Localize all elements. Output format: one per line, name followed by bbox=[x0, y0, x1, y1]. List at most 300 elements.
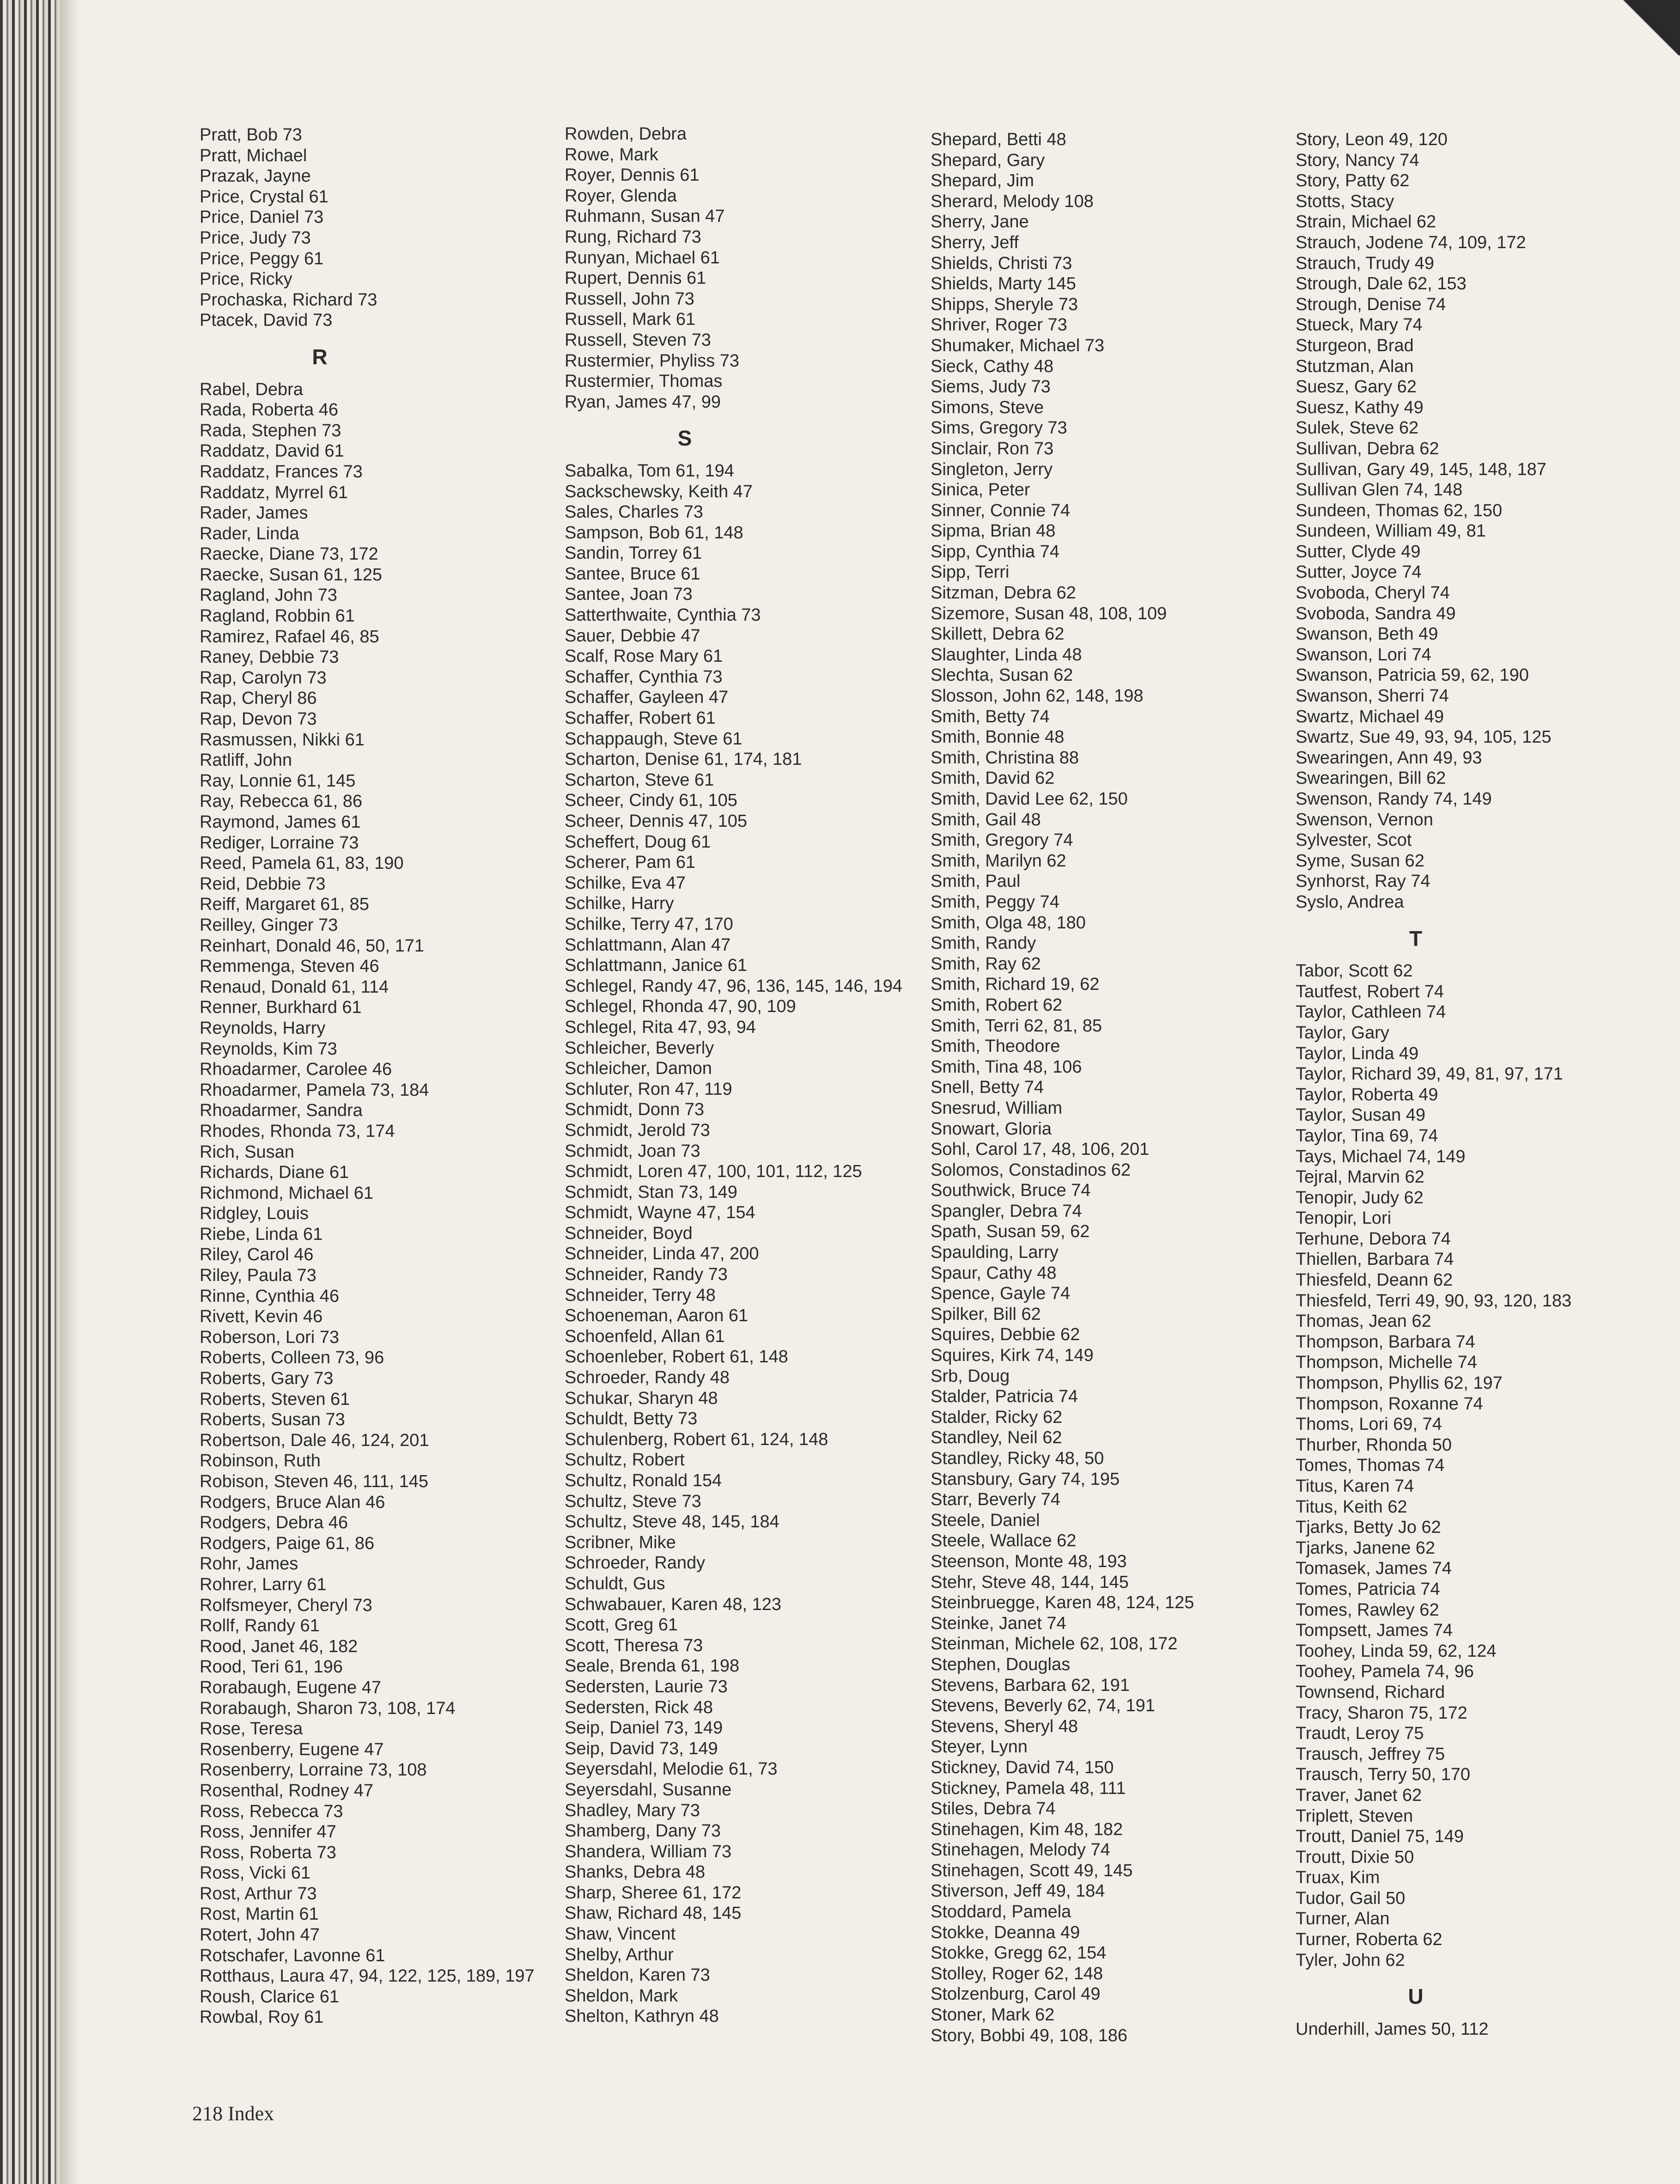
index-entry: Story, Bobbi 49, 108, 186 bbox=[931, 2025, 1128, 2045]
index-entry: Rohrer, Larry 61 bbox=[200, 1574, 327, 1594]
index-entry: Thurber, Rhonda 50 bbox=[1296, 1435, 1452, 1455]
index-entry: Ragland, Robbin 61 bbox=[200, 606, 355, 626]
index-entry: Steinman, Michele 62, 108, 172 bbox=[931, 1634, 1178, 1654]
scan-corner bbox=[1611, 0, 1680, 55]
index-entry: Riebe, Linda 61 bbox=[200, 1224, 323, 1244]
index-entry: Rorabaugh, Eugene 47 bbox=[200, 1678, 381, 1697]
index-entry: Reilley, Ginger 73 bbox=[200, 915, 338, 935]
index-entry: Sturgeon, Brad bbox=[1296, 336, 1414, 355]
index-entry: Steele, Wallace 62 bbox=[931, 1531, 1077, 1551]
index-entry: Shepard, Gary bbox=[931, 150, 1045, 170]
index-entry: Southwick, Bruce 74 bbox=[931, 1181, 1091, 1201]
index-entry: Strain, Michael 62 bbox=[1296, 212, 1437, 232]
index-entry: Stalder, Ricky 62 bbox=[931, 1407, 1063, 1427]
index-entry: Triplett, Steven bbox=[1296, 1806, 1413, 1826]
index-entry: Underhill, James 50, 112 bbox=[1296, 2019, 1489, 2039]
index-entry: Ross, Vicki 61 bbox=[200, 1863, 311, 1883]
index-entry: Schlattmann, Janice 61 bbox=[565, 956, 748, 976]
binding-shadow bbox=[60, 0, 79, 2184]
index-entry: Price, Judy 73 bbox=[200, 228, 311, 248]
index-entry: Schmidt, Donn 73 bbox=[565, 1100, 705, 1120]
index-entry: Toohey, Pamela 74, 96 bbox=[1296, 1662, 1474, 1682]
index-entry: Rowe, Mark bbox=[565, 145, 658, 165]
index-entry: Sauer, Debbie 47 bbox=[565, 626, 700, 646]
index-entry: Taylor, Linda 49 bbox=[1296, 1043, 1419, 1063]
index-entry: Schwabauer, Karen 48, 123 bbox=[565, 1594, 782, 1614]
index-entry: Santee, Joan 73 bbox=[565, 585, 693, 604]
index-entry: Steele, Daniel bbox=[931, 1510, 1040, 1530]
index-entry: Traudt, Leroy 75 bbox=[1296, 1724, 1424, 1744]
index-entry: Rap, Carolyn 73 bbox=[200, 668, 327, 688]
index-entry: Taylor, Gary bbox=[1296, 1023, 1389, 1043]
index-entry: Shadley, Mary 73 bbox=[565, 1800, 700, 1820]
index-entry: Rasmussen, Nikki 61 bbox=[200, 730, 365, 750]
index-entry: Rhoadarmer, Pamela 73, 184 bbox=[200, 1080, 429, 1100]
index-entry: Syme, Susan 62 bbox=[1296, 851, 1424, 871]
index-entry: Snell, Betty 74 bbox=[931, 1078, 1044, 1098]
index-entry: Swanson, Sherri 74 bbox=[1296, 686, 1449, 706]
index-entry: Sundeen, Thomas 62, 150 bbox=[1296, 500, 1503, 520]
index-entry: Schoenfeld, Allan 61 bbox=[565, 1326, 725, 1346]
index-entry: Roberts, Colleen 73, 96 bbox=[200, 1348, 384, 1368]
index-entry: Steinke, Janet 74 bbox=[931, 1613, 1066, 1633]
index-entry: Slaughter, Linda 48 bbox=[931, 645, 1082, 665]
index-entry: Stevens, Sheryl 48 bbox=[931, 1716, 1078, 1736]
index-entry: Trausch, Jeffrey 75 bbox=[1296, 1744, 1445, 1764]
index-entry: Schultz, Steve 73 bbox=[565, 1491, 701, 1511]
index-entry: Reed, Pamela 61, 83, 190 bbox=[200, 854, 404, 873]
index-entry: Thompson, Michelle 74 bbox=[1296, 1353, 1477, 1373]
index-entry: Spaulding, Larry bbox=[931, 1243, 1059, 1263]
index-entry: Smith, Gail 48 bbox=[931, 810, 1041, 830]
index-entry: Scott, Theresa 73 bbox=[565, 1635, 703, 1655]
index-entry: Robertson, Dale 46, 124, 201 bbox=[200, 1430, 429, 1450]
index-entry: Thomas, Jean 62 bbox=[1296, 1312, 1431, 1331]
index-entry: Shanks, Debra 48 bbox=[565, 1862, 706, 1882]
index-entry: Schappaugh, Steve 61 bbox=[565, 729, 743, 749]
index-entry: Rose, Teresa bbox=[200, 1719, 303, 1739]
index-entry: Stokke, Gregg 62, 154 bbox=[931, 1943, 1107, 1963]
index-entry: Stansbury, Gary 74, 195 bbox=[931, 1469, 1120, 1489]
index-entry: Thompson, Barbara 74 bbox=[1296, 1332, 1475, 1352]
index-entry: Schaffer, Robert 61 bbox=[565, 708, 716, 728]
index-entry: Richmond, Michael 61 bbox=[200, 1183, 373, 1203]
index-entry: Reiff, Margaret 61, 85 bbox=[200, 895, 369, 915]
index-entry: Slosson, John 62, 148, 198 bbox=[931, 686, 1144, 706]
index-entry: Tays, Michael 74, 149 bbox=[1296, 1147, 1466, 1166]
index-entry: Schlegel, Rita 47, 93, 94 bbox=[565, 1017, 756, 1037]
index-entry: Titus, Karen 74 bbox=[1296, 1476, 1414, 1496]
index-entry: Santee, Bruce 61 bbox=[565, 564, 700, 584]
index-entry: Tautfest, Robert 74 bbox=[1296, 982, 1444, 1001]
index-entry: Rotert, John 47 bbox=[200, 1925, 320, 1945]
index-entry: Scheer, Cindy 61, 105 bbox=[565, 791, 737, 811]
index-entry: Suesz, Gary 62 bbox=[1296, 377, 1417, 397]
index-entry: Rap, Devon 73 bbox=[200, 709, 317, 729]
index-entry: Rada, Roberta 46 bbox=[200, 400, 338, 420]
index-entry: Rodgers, Bruce Alan 46 bbox=[200, 1492, 385, 1512]
index-entry: Stephen, Douglas bbox=[931, 1654, 1071, 1674]
index-entry: Toohey, Linda 59, 62, 124 bbox=[1296, 1641, 1497, 1661]
index-entry: Sedersten, Laurie 73 bbox=[565, 1677, 728, 1696]
index-entry: Raymond, James 61 bbox=[200, 812, 361, 832]
index-entry: Russell, Mark 61 bbox=[565, 310, 695, 329]
index-entry: Ray, Lonnie 61, 145 bbox=[200, 771, 356, 791]
index-entry: Royer, Glenda bbox=[565, 186, 677, 206]
index-entry: Sales, Charles 73 bbox=[565, 502, 703, 522]
index-entry: Rotthaus, Laura 47, 94, 122, 125, 189, 197 bbox=[200, 1966, 535, 1986]
index-entry: Smith, Randy bbox=[931, 933, 1036, 953]
index-entry: Thiellen, Barbara 74 bbox=[1296, 1250, 1454, 1269]
index-entry: Ragland, John 73 bbox=[200, 586, 337, 605]
index-entry: Snesrud, William bbox=[931, 1098, 1063, 1118]
index-entry: Schluter, Ron 47, 119 bbox=[565, 1079, 732, 1099]
section-letter: S bbox=[677, 426, 692, 451]
index-entry: Story, Patty 62 bbox=[1296, 171, 1410, 191]
index-entry: Rader, James bbox=[200, 503, 308, 523]
index-entry: Ptacek, David 73 bbox=[200, 311, 333, 330]
index-entry: Spangler, Debra 74 bbox=[931, 1201, 1082, 1221]
index-entry: Ryan, James 47, 99 bbox=[565, 392, 721, 412]
index-entry: Strough, Denise 74 bbox=[1296, 294, 1446, 314]
index-entry: Ridgley, Louis bbox=[200, 1204, 309, 1224]
index-entry: Rowbal, Roy 61 bbox=[200, 2007, 324, 2027]
index-entry: Stokke, Deanna 49 bbox=[931, 1922, 1080, 1942]
index-entry: Siems, Judy 73 bbox=[931, 377, 1051, 397]
index-entry: Rotschafer, Lavonne 61 bbox=[200, 1946, 385, 1965]
index-entry: Swartz, Sue 49, 93, 94, 105, 125 bbox=[1296, 727, 1552, 747]
index-entry: Price, Daniel 73 bbox=[200, 207, 324, 227]
index-entry: Rivett, Kevin 46 bbox=[200, 1307, 323, 1327]
index-entry: Steyer, Lynn bbox=[931, 1737, 1028, 1757]
index-entry: Schmidt, Joan 73 bbox=[565, 1141, 700, 1161]
index-entry: Sheldon, Karen 73 bbox=[565, 1965, 710, 1985]
index-entry: Rupert, Dennis 61 bbox=[565, 268, 706, 288]
index-entry: Riley, Paula 73 bbox=[200, 1266, 317, 1286]
index-entry: Scherer, Pam 61 bbox=[565, 853, 696, 872]
index-entry: Syslo, Andrea bbox=[1296, 892, 1404, 912]
index-entry: Stickney, David 74, 150 bbox=[931, 1757, 1114, 1777]
index-entry: Prochaska, Richard 73 bbox=[200, 290, 377, 310]
index-entry: Rosenberry, Lorraine 73, 108 bbox=[200, 1760, 427, 1780]
index-entry: Schleicher, Damon bbox=[565, 1059, 712, 1079]
index-entry: Sizemore, Susan 48, 108, 109 bbox=[931, 604, 1167, 623]
index-entry: Synhorst, Ray 74 bbox=[1296, 872, 1430, 891]
index-entry: Swearingen, Ann 49, 93 bbox=[1296, 748, 1482, 768]
index-entry: Taylor, Roberta 49 bbox=[1296, 1085, 1438, 1104]
index-entry: Swanson, Patricia 59, 62, 190 bbox=[1296, 665, 1529, 685]
index-entry: Smith, Peggy 74 bbox=[931, 892, 1059, 912]
section-letter: T bbox=[1409, 926, 1423, 951]
index-entry: Schleicher, Beverly bbox=[565, 1038, 714, 1058]
index-entry: Srb, Doug bbox=[931, 1366, 1010, 1386]
index-entry: Swartz, Michael 49 bbox=[1296, 707, 1444, 726]
index-entry: Thompson, Phyllis 62, 197 bbox=[1296, 1373, 1503, 1393]
index-entry: Ray, Rebecca 61, 86 bbox=[200, 792, 363, 811]
index-entry: Squires, Debbie 62 bbox=[931, 1325, 1080, 1345]
index-entry: Rustermier, Thomas bbox=[565, 372, 723, 391]
index-entry: Stiles, Debra 74 bbox=[931, 1799, 1056, 1819]
index-entry: Schneider, Linda 47, 200 bbox=[565, 1244, 759, 1264]
index-entry: Scott, Greg 61 bbox=[565, 1615, 678, 1635]
index-entry: Remmenga, Steven 46 bbox=[200, 957, 379, 976]
index-entry: Ross, Rebecca 73 bbox=[200, 1801, 343, 1821]
index-entry: Tomes, Rawley 62 bbox=[1296, 1600, 1439, 1620]
index-entry: Reinhart, Donald 46, 50, 171 bbox=[200, 936, 424, 956]
index-entry: Rodgers, Paige 61, 86 bbox=[200, 1533, 375, 1553]
index-entry: Price, Crystal 61 bbox=[200, 187, 329, 207]
index-entry: Smith, Robert 62 bbox=[931, 995, 1063, 1015]
index-entry: Scharton, Steve 61 bbox=[565, 770, 714, 790]
index-entry: Richards, Diane 61 bbox=[200, 1163, 349, 1183]
index-entry: Rood, Teri 61, 196 bbox=[200, 1657, 343, 1677]
index-entry: Sherry, Jeff bbox=[931, 232, 1019, 252]
index-entry: Stoddard, Pamela bbox=[931, 1902, 1071, 1922]
index-entry: Rollf, Randy 61 bbox=[200, 1616, 320, 1636]
index-entry: Thompson, Roxanne 74 bbox=[1296, 1394, 1483, 1414]
index-entry: Satterthwaite, Cynthia 73 bbox=[565, 605, 761, 625]
index-entry: Stoner, Mark 62 bbox=[931, 2005, 1055, 2025]
index-entry: Scheer, Dennis 47, 105 bbox=[565, 811, 748, 831]
index-entry: Spilker, Bill 62 bbox=[931, 1304, 1041, 1324]
index-entry: Rich, Susan bbox=[200, 1142, 294, 1162]
index-entry: Rinne, Cynthia 46 bbox=[200, 1286, 340, 1306]
index-entry: Swenson, Vernon bbox=[1296, 810, 1433, 830]
index-entry: Tabor, Scott 62 bbox=[1296, 961, 1413, 981]
index-entry: Smith, Olga 48, 180 bbox=[931, 913, 1086, 933]
index-entry: Shriver, Roger 73 bbox=[931, 315, 1067, 335]
index-entry: Sipp, Cynthia 74 bbox=[931, 542, 1059, 561]
index-entry: Rost, Arthur 73 bbox=[200, 1884, 317, 1903]
index-entry: Schneider, Boyd bbox=[565, 1223, 693, 1243]
index-entry: Shumaker, Michael 73 bbox=[931, 336, 1104, 355]
index-entry: Sinner, Connie 74 bbox=[931, 500, 1071, 520]
index-entry: Turner, Roberta 62 bbox=[1296, 1930, 1443, 1950]
index-entry: Standley, Ricky 48, 50 bbox=[931, 1449, 1104, 1468]
index-entry: Raney, Debbie 73 bbox=[200, 647, 339, 667]
index-entry: Rohr, James bbox=[200, 1554, 298, 1574]
index-entry: Raddatz, David 61 bbox=[200, 441, 344, 461]
index-entry: Thoms, Lori 69, 74 bbox=[1296, 1415, 1442, 1434]
index-entry: Schroeder, Randy 48 bbox=[565, 1368, 730, 1388]
index-entry: Smith, Theodore bbox=[931, 1037, 1060, 1056]
index-entry: Seyersdahl, Susanne bbox=[565, 1780, 732, 1800]
index-entry: Rosenthal, Rodney 47 bbox=[200, 1781, 374, 1800]
index-entry: Tjarks, Betty Jo 62 bbox=[1296, 1518, 1441, 1537]
index-entry: Story, Leon 49, 120 bbox=[1296, 130, 1448, 149]
index-entry: Shelton, Kathryn 48 bbox=[565, 2007, 719, 2026]
index-entry: Sherry, Jane bbox=[931, 212, 1029, 232]
index-entry: Sullivan Glen 74, 148 bbox=[1296, 480, 1463, 500]
index-entry: Simons, Steve bbox=[931, 397, 1044, 417]
index-entry: Smith, Richard 19, 62 bbox=[931, 975, 1100, 994]
index-entry: Smith, Terri 62, 81, 85 bbox=[931, 1016, 1102, 1036]
index-entry: Rosenberry, Eugene 47 bbox=[200, 1739, 384, 1759]
index-entry: Rader, Linda bbox=[200, 524, 299, 543]
index-entry: Stiverson, Jeff 49, 184 bbox=[931, 1881, 1105, 1901]
index-entry: Reynolds, Harry bbox=[200, 1018, 326, 1038]
index-entry: Renaud, Donald 61, 114 bbox=[200, 977, 389, 997]
index-entry: Snowart, Gloria bbox=[931, 1119, 1052, 1139]
index-entry: Stinehagen, Kim 48, 182 bbox=[931, 1819, 1123, 1839]
index-entry: Scheffert, Doug 61 bbox=[565, 832, 711, 852]
index-entry: Sabalka, Tom 61, 194 bbox=[565, 461, 734, 481]
index-entry: Suesz, Kathy 49 bbox=[1296, 397, 1424, 417]
index-entry: Stevens, Beverly 62, 74, 191 bbox=[931, 1696, 1155, 1716]
index-entry: Stolley, Roger 62, 148 bbox=[931, 1964, 1103, 1983]
index-entry: Rolfsmeyer, Cheryl 73 bbox=[200, 1595, 372, 1615]
index-entry: Price, Peggy 61 bbox=[200, 249, 324, 268]
index-entry: Scribner, Mike bbox=[565, 1532, 676, 1552]
binding-edge bbox=[0, 0, 60, 2184]
index-entry: Shields, Christi 73 bbox=[931, 253, 1072, 273]
index-entry: Strough, Dale 62, 153 bbox=[1296, 274, 1467, 294]
index-entry: Truax, Kim bbox=[1296, 1868, 1380, 1888]
index-entry: Schilke, Terry 47, 170 bbox=[565, 914, 733, 934]
index-entry: Rhodes, Rhonda 73, 174 bbox=[200, 1121, 395, 1141]
index-entry: Schulenberg, Robert 61, 124, 148 bbox=[565, 1429, 828, 1449]
index-entry: Tompsett, James 74 bbox=[1296, 1621, 1453, 1641]
index-entry: Tejral, Marvin 62 bbox=[1296, 1167, 1424, 1187]
index-entry: Riley, Carol 46 bbox=[200, 1245, 314, 1265]
index-entry: Taylor, Richard 39, 49, 81, 97, 171 bbox=[1296, 1064, 1563, 1084]
index-entry: Schlegel, Rhonda 47, 90, 109 bbox=[565, 997, 796, 1017]
index-entry: Rhoadarmer, Carolee 46 bbox=[200, 1060, 392, 1080]
index-entry: Stickney, Pamela 48, 111 bbox=[931, 1778, 1126, 1798]
index-entry: Townsend, Richard bbox=[1296, 1682, 1445, 1702]
index-entry: Tyler, John 62 bbox=[1296, 1950, 1405, 1970]
index-entry: Slechta, Susan 62 bbox=[931, 665, 1073, 685]
index-entry: Price, Ricky bbox=[200, 269, 292, 289]
index-entry: Squires, Kirk 74, 149 bbox=[931, 1346, 1094, 1366]
index-entry: Prazak, Jayne bbox=[200, 166, 311, 186]
index-entry: Terhune, Debora 74 bbox=[1296, 1229, 1451, 1249]
index-entry: Rood, Janet 46, 182 bbox=[200, 1636, 358, 1656]
index-entry: Sitzman, Debra 62 bbox=[931, 583, 1076, 603]
index-entry: Sullivan, Debra 62 bbox=[1296, 439, 1439, 458]
index-entry: Sipma, Brian 48 bbox=[931, 521, 1056, 541]
index-entry: Shields, Marty 145 bbox=[931, 274, 1076, 294]
index-entry: Rhoadarmer, Sandra bbox=[200, 1101, 363, 1121]
index-entry: Thiesfeld, Deann 62 bbox=[1296, 1270, 1453, 1290]
index-entry: Tenopir, Judy 62 bbox=[1296, 1188, 1424, 1208]
index-entry: Stolzenburg, Carol 49 bbox=[931, 1984, 1101, 2004]
index-entry: Starr, Beverly 74 bbox=[931, 1490, 1060, 1510]
index-entry: Sampson, Bob 61, 148 bbox=[565, 523, 743, 543]
index-entry: Taylor, Cathleen 74 bbox=[1296, 1002, 1446, 1022]
index-entry: Ramirez, Rafael 46, 85 bbox=[200, 627, 379, 647]
index-entry: Pratt, Bob 73 bbox=[200, 125, 302, 145]
index-entry: Tudor, Gail 50 bbox=[1296, 1888, 1406, 1908]
index-entry: Troutt, Daniel 75, 149 bbox=[1296, 1827, 1464, 1847]
index-entry: Reynolds, Kim 73 bbox=[200, 1039, 337, 1059]
index-entry: Schoeneman, Aaron 61 bbox=[565, 1306, 749, 1326]
index-entry: Stalder, Patricia 74 bbox=[931, 1387, 1078, 1407]
index-entry: Smith, David 62 bbox=[931, 769, 1055, 788]
index-entry: Shamberg, Dany 73 bbox=[565, 1821, 721, 1841]
index-entry: Spaur, Cathy 48 bbox=[931, 1263, 1057, 1283]
index-entry: Schmidt, Wayne 47, 154 bbox=[565, 1203, 755, 1223]
index-entry: Schaffer, Cynthia 73 bbox=[565, 667, 723, 687]
index-entry: Scalf, Rose Mary 61 bbox=[565, 647, 723, 666]
index-entry: Swanson, Lori 74 bbox=[1296, 645, 1431, 665]
index-entry: Tjarks, Janene 62 bbox=[1296, 1538, 1436, 1558]
index-entry: Rorabaugh, Sharon 73, 108, 174 bbox=[200, 1698, 456, 1718]
index-entry: Stinehagen, Scott 49, 145 bbox=[931, 1861, 1133, 1880]
index-entry: Titus, Keith 62 bbox=[1296, 1497, 1407, 1517]
index-entry: Sinica, Peter bbox=[931, 480, 1030, 500]
index-entry: Schlattmann, Alan 47 bbox=[565, 935, 731, 955]
index-entry: Steenson, Monte 48, 193 bbox=[931, 1551, 1127, 1571]
index-entry: Smith, Bonnie 48 bbox=[931, 727, 1065, 747]
index-entry: Rung, Richard 73 bbox=[565, 227, 701, 247]
index-entry: Shepard, Betti 48 bbox=[931, 130, 1066, 149]
index-entry: Taylor, Tina 69, 74 bbox=[1296, 1126, 1438, 1146]
index-entry: Renner, Burkhard 61 bbox=[200, 998, 362, 1018]
index-entry: Stinehagen, Melody 74 bbox=[931, 1840, 1110, 1860]
index-entry: Stueck, Mary 74 bbox=[1296, 315, 1423, 335]
index-entry: Sutter, Clyde 49 bbox=[1296, 542, 1421, 561]
index-entry: Schilke, Eva 47 bbox=[565, 873, 686, 893]
index-entry: Stehr, Steve 48, 144, 145 bbox=[931, 1572, 1129, 1592]
index-entry: Sims, Gregory 73 bbox=[931, 418, 1067, 438]
index-entry: Sinclair, Ron 73 bbox=[931, 439, 1054, 458]
index-entry: Tomes, Patricia 74 bbox=[1296, 1579, 1440, 1599]
index-entry: Smith, Marilyn 62 bbox=[931, 851, 1066, 871]
index-entry: Smith, Christina 88 bbox=[931, 748, 1079, 768]
section-letter: U bbox=[1408, 1984, 1424, 2009]
index-entry: Sharp, Sheree 61, 172 bbox=[565, 1883, 742, 1903]
index-entry: Schultz, Ronald 154 bbox=[565, 1471, 722, 1490]
index-entry: Sipp, Terri bbox=[931, 562, 1010, 582]
index-entry: Svoboda, Sandra 49 bbox=[1296, 604, 1456, 623]
index-entry: Ruhmann, Susan 47 bbox=[565, 207, 725, 226]
index-entry: Schmidt, Stan 73, 149 bbox=[565, 1182, 737, 1202]
index-entry: Stutzman, Alan bbox=[1296, 356, 1414, 376]
index-entry: Raddatz, Frances 73 bbox=[200, 462, 363, 482]
index-entry: Seyersdahl, Melodie 61, 73 bbox=[565, 1759, 778, 1779]
index-entry: Schmidt, Jerold 73 bbox=[565, 1120, 710, 1140]
index-entry: Rowden, Debra bbox=[565, 124, 687, 144]
index-column-1 bbox=[200, 125, 551, 2028]
index-entry: Traver, Janet 62 bbox=[1296, 1785, 1422, 1805]
index-entry: Stevens, Barbara 62, 191 bbox=[931, 1675, 1130, 1695]
index-entry: Smith, Ray 62 bbox=[931, 954, 1041, 974]
index-entry: Schmidt, Loren 47, 100, 101, 112, 125 bbox=[565, 1162, 862, 1182]
index-entry: Ratliff, John bbox=[200, 750, 292, 770]
index-column-2 bbox=[565, 124, 916, 2027]
index-entry: Rabel, Debra bbox=[200, 379, 303, 399]
index-entry: Smith, Gregory 74 bbox=[931, 830, 1073, 850]
index-entry: Shaw, Vincent bbox=[565, 1924, 676, 1944]
index-entry: Tracy, Sharon 75, 172 bbox=[1296, 1703, 1467, 1723]
index-entry: Thiesfeld, Terri 49, 90, 93, 120, 183 bbox=[1296, 1291, 1572, 1311]
index-entry: Seip, Daniel 73, 149 bbox=[565, 1718, 723, 1738]
index-entry: Trausch, Terry 50, 170 bbox=[1296, 1765, 1471, 1785]
index-entry: Turner, Alan bbox=[1296, 1909, 1390, 1929]
index-entry: Schilke, Harry bbox=[565, 894, 674, 914]
index-entry: Roush, Clarice 61 bbox=[200, 1987, 340, 2007]
index-entry: Ross, Roberta 73 bbox=[200, 1842, 336, 1862]
index-entry: Sieck, Cathy 48 bbox=[931, 356, 1054, 376]
index-entry: Sohl, Carol 17, 48, 106, 201 bbox=[931, 1140, 1150, 1159]
index-entry: Svoboda, Cheryl 74 bbox=[1296, 583, 1450, 603]
index-entry: Pratt, Michael bbox=[200, 146, 307, 165]
index-entry: Shandera, William 73 bbox=[565, 1842, 732, 1861]
index-entry: Shaw, Richard 48, 145 bbox=[565, 1903, 742, 1923]
index-entry: Russell, Steven 73 bbox=[565, 330, 711, 350]
index-entry: Schuldt, Gus bbox=[565, 1574, 665, 1593]
